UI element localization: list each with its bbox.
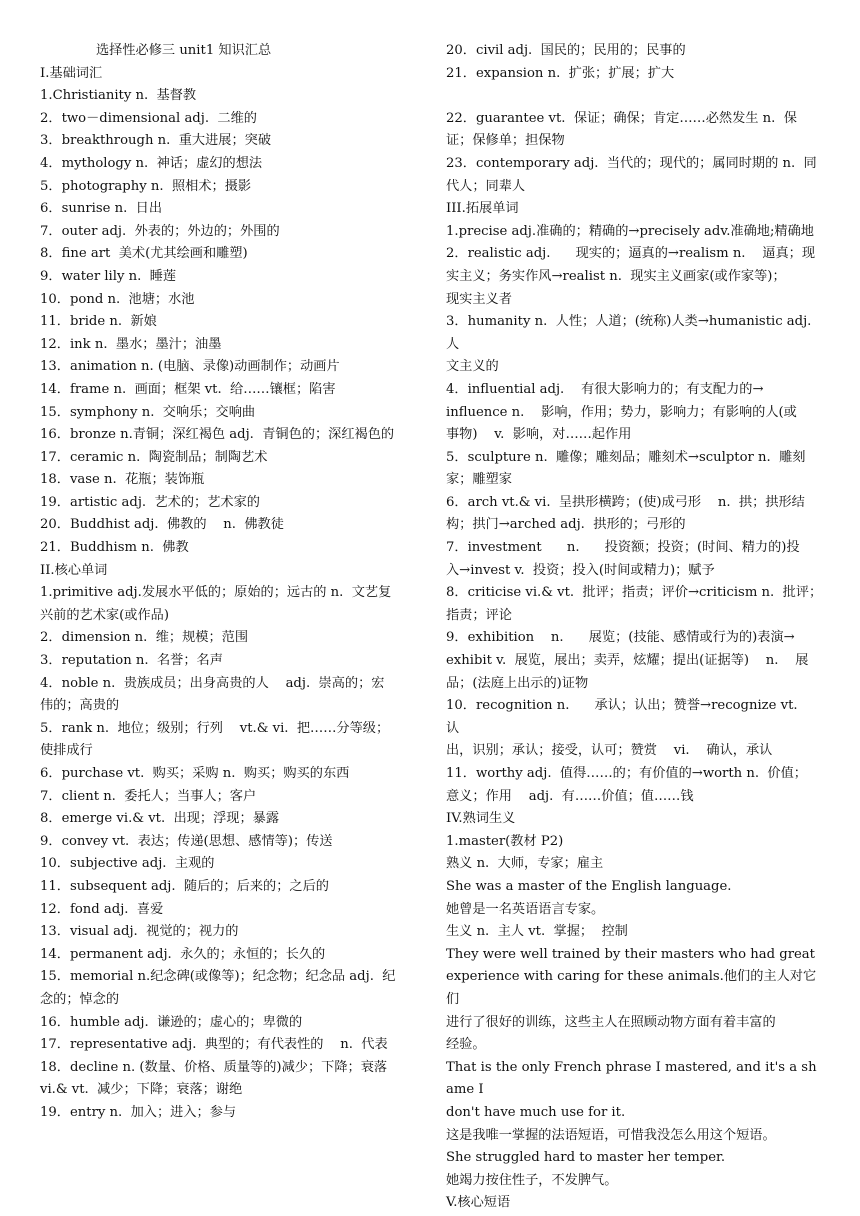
left-column <box>40 40 424 1125</box>
right-text-line: 8．criticise vi.& vt. 批评；指责；评价→criticism n. 批评； <box>446 585 823 601</box>
right-text-line: III.拓展单词 <box>446 201 519 217</box>
right-text-line: influence n. 影响，作用；势力，影响力；有影响的人(或 <box>446 404 797 420</box>
left-text-line: 15．memorial n.纪念碑(或像等)；纪念物；纪念品 adj. 纪 <box>40 969 396 985</box>
right-text-line: don't have much use for it. <box>446 1104 626 1120</box>
right-text-line: 实主义；务实作风→realist n. 现实主义画家(或作家等)； <box>446 268 786 284</box>
left-text-line: 8．emerge vi.& vt. 出现；浮现；暴露 <box>40 811 280 827</box>
left-text-line: 6．purchase vt. 购买；采购 n. 购买；购买的东西 <box>40 766 350 781</box>
document-title: 选择性必修三 unit1 知识汇总 <box>96 43 272 58</box>
right-text-line: 指责；评论 <box>446 607 512 623</box>
right-text-line: 7．investment n. 投资额；投资；(时间、精力的)投 <box>446 540 800 556</box>
left-text-line: 3．breakthrough n. 重大进展；突破 <box>40 133 272 149</box>
right-text-line: 出，识别；承认；接受，认可；赞赏 vi. 确认，承认 <box>446 743 773 759</box>
left-text-line: 5．photography n. 照相术；摄影 <box>40 178 252 194</box>
left-text-line: 14．frame n. 画面；框架 vt. 给……镶框；陷害 <box>40 381 336 397</box>
left-text-line: 18．vase n. 花瓶；装饰瓶 <box>40 472 205 488</box>
left-text-line: 15．symphony n. 交响乐；交响曲 <box>40 404 256 420</box>
left-text-line: vi.& vt. 减少；下降；衰落；谢绝 <box>40 1082 243 1098</box>
right-text-line: 21．expansion n. 扩张；扩展；扩大 <box>446 65 675 81</box>
right-text-line: 23．contemporary adj. 当代的；现代的；属同时期的 n. 同 <box>446 155 817 171</box>
left-text-line: 10．pond n. 池塘；水池 <box>40 291 195 307</box>
left-text-line: 4．noble n. 贵族成员；出身高贵的人 adj. 崇高的；宏 <box>40 675 385 691</box>
right-text-line: 家；雕塑家 <box>446 472 512 488</box>
left-text-line: 3．reputation n. 名誉；名声 <box>40 653 223 669</box>
right-text-line: IV.熟词生义 <box>446 811 516 827</box>
right-text-line: 文主义的 <box>446 359 499 375</box>
left-text-line: 11．bride n. 新娘 <box>40 314 157 330</box>
left-text-line: 1.primitive adj.发展水平低的；原始的；远古的 n. 文艺复 <box>40 585 392 601</box>
right-text-line <box>446 85 824 108</box>
left-text-line: 13．visual adj. 视觉的；视力的 <box>40 924 239 940</box>
right-text-line: 9．exhibition n. 展览；(技能、感情或行为的)表演→ <box>446 630 795 646</box>
right-text-line: 1.precise adj.准确的；精确的→precisely adv.准确地;精确地 <box>446 223 814 239</box>
left-text-line: 19．artistic adj. 艺术的；艺术家的 <box>40 494 260 510</box>
right-text-line: V.核心短语 <box>446 1195 511 1211</box>
left-text-line: 兴前的艺术家(或作品) <box>40 607 169 623</box>
left-text-line: 17．ceramic n. 陶瓷制品；制陶艺术 <box>40 449 268 465</box>
left-text-line: 9．convey vt. 表达；传递(思想、感情等)；传送 <box>40 833 333 849</box>
left-text-line: 14．permanent adj. 永久的；永恒的；长久的 <box>40 946 326 962</box>
left-text-line: 1.Christianity n. 基督教 <box>40 88 197 104</box>
right-text-line: 11．worthy adj. 值得……的；有价值的→worth n. 价值； <box>446 766 807 781</box>
right-text-line: 2．realistic adj. 现实的；逼真的→realism n. 逼真；现 <box>446 246 816 262</box>
right-text-line: 事物) v. 影响，对……起作用 <box>446 427 632 443</box>
right-text-line: She was a master of the English language. <box>446 878 732 894</box>
left-text-line: 2．two－dimensional adj. 二维的 <box>40 110 257 126</box>
right-text-line: 5．sculpture n. 雕像；雕刻品；雕刻术→sculptor n. 雕刻 <box>446 449 806 465</box>
right-text-line: 她曾是一名英语语言专家。 <box>446 901 605 917</box>
left-text-line: II.核心单词 <box>40 562 108 578</box>
right-text-line: 现实主义者 <box>446 291 512 307</box>
left-text-line: 使排成行 <box>40 743 93 759</box>
right-text-line: 6．arch vt.& vi. 呈拱形横跨；(使)成弓形 n. 拱；拱形结 <box>446 494 805 510</box>
left-text-line: 7．outer adj. 外表的；外边的；外围的 <box>40 223 280 239</box>
left-text-line: 6．sunrise n. 日出 <box>40 201 163 217</box>
left-text-line: 4．mythology n. 神话；虚幻的想法 <box>40 155 263 171</box>
right-text-line: She struggled hard to master her temper. <box>446 1150 726 1166</box>
right-text-line: 入→invest v. 投资；投入(时间或精力)；赋予 <box>446 562 715 578</box>
right-text-line: 这是我唯一掌握的法语短语，可惜我没怎么用这个短语。 <box>446 1127 776 1143</box>
left-text-line: 21．Buddhism n. 佛教 <box>40 540 189 556</box>
left-text-line: 11．subsequent adj. 随后的；后来的；之后的 <box>40 878 329 894</box>
right-text-line: exhibit v. 展览，展出；卖弄，炫耀；提出(证据等) n. 展 <box>446 653 809 669</box>
right-text-line: 构；拱门→arched adj. 拱形的；弓形的 <box>446 517 686 533</box>
left-text-line: 7．client n. 委托人；当事人；客户 <box>40 788 257 804</box>
right-text-line: 熟义 n. 大师，专家；雇主 <box>446 856 604 872</box>
right-text-line: 意义；作用 adj. 有……价值；值……钱 <box>446 788 694 804</box>
right-text-line: 证；保修单；担保物 <box>446 133 565 149</box>
left-text-line: 19．entry n. 加入；进入；参与 <box>40 1104 237 1120</box>
right-text-line: 20．civil adj. 国民的；民用的；民事的 <box>446 43 686 58</box>
right-text-line: experience with caring for these animals.他们的主人对它们 <box>446 969 817 1007</box>
right-text-line: 1.master(教材 P2) <box>446 833 564 849</box>
left-text-line: 10．subjective adj. 主观的 <box>40 856 215 872</box>
left-text-line: 8．fine art 美术(尤其绘画和雕塑) <box>40 246 248 262</box>
right-text-line: 3．humanity n. 人性；人道；(统称)人类→humanistic adj. 人 <box>446 314 820 352</box>
left-text-line: 9．water lily n. 睡莲 <box>40 268 177 284</box>
left-text-line: I.基础词汇 <box>40 65 103 81</box>
right-text-line: That is the only French phrase I mastered, and it's a shame I <box>446 1059 817 1098</box>
right-text-line: 代人；同辈人 <box>446 178 526 194</box>
right-text-line: 22．guarantee vt. 保证；确保；肯定……必然发生 n. 保 <box>446 110 797 126</box>
right-text-line: They were well trained by their masters who had great <box>446 946 815 962</box>
left-text-line: 念的；悼念的 <box>40 991 120 1007</box>
left-text-line: 12．fond adj. 喜爱 <box>40 901 164 917</box>
left-text-line: 16．bronze n.青铜；深红褐色 adj. 青铜色的；深红褐色的 <box>40 427 395 443</box>
left-text-line: 16．humble adj. 谦逊的；虚心的；卑微的 <box>40 1014 303 1030</box>
left-text-line: 伟的；高贵的 <box>40 698 120 714</box>
right-text-line: 她竭力按住性子，不发脾气。 <box>446 1172 618 1188</box>
left-text-line: 20．Buddhist adj. 佛教的 n. 佛教徒 <box>40 517 284 533</box>
left-text-line: 12．ink n. 墨水；墨汁；油墨 <box>40 336 222 352</box>
right-text-line: 经验。 <box>446 1037 486 1053</box>
left-text-line: 17．representative adj. 典型的；有代表性的 n. 代表 <box>40 1037 388 1053</box>
right-text-line: 4．influential adj. 有很大影响力的；有支配力的→ <box>446 381 764 397</box>
left-text-line: 18．decline n. (数量、价格、质量等的)减少；下降；衰落 <box>40 1059 388 1075</box>
right-text-line: 10．recognition n. 承认；认出；赞誉→recognize vt. 认 <box>446 698 815 736</box>
right-text-line: 生义 n. 主人 vt. 掌握； 控制 <box>446 924 628 940</box>
left-text-line: 2．dimension n. 维；规模；范围 <box>40 630 249 646</box>
left-text-line: 13．animation n. (电脑、录像)动画制作；动画片 <box>40 359 340 375</box>
right-text-line: 进行了很好的训练，这些主人在照顾动物方面有着丰富的 <box>446 1014 776 1030</box>
left-text-line: 5．rank n. 地位；级别；行列 vt.& vi. 把……分等级； <box>40 720 390 736</box>
right-text-line: 品；(法庭上出示的)证物 <box>446 675 589 691</box>
right-column <box>446 40 824 1215</box>
